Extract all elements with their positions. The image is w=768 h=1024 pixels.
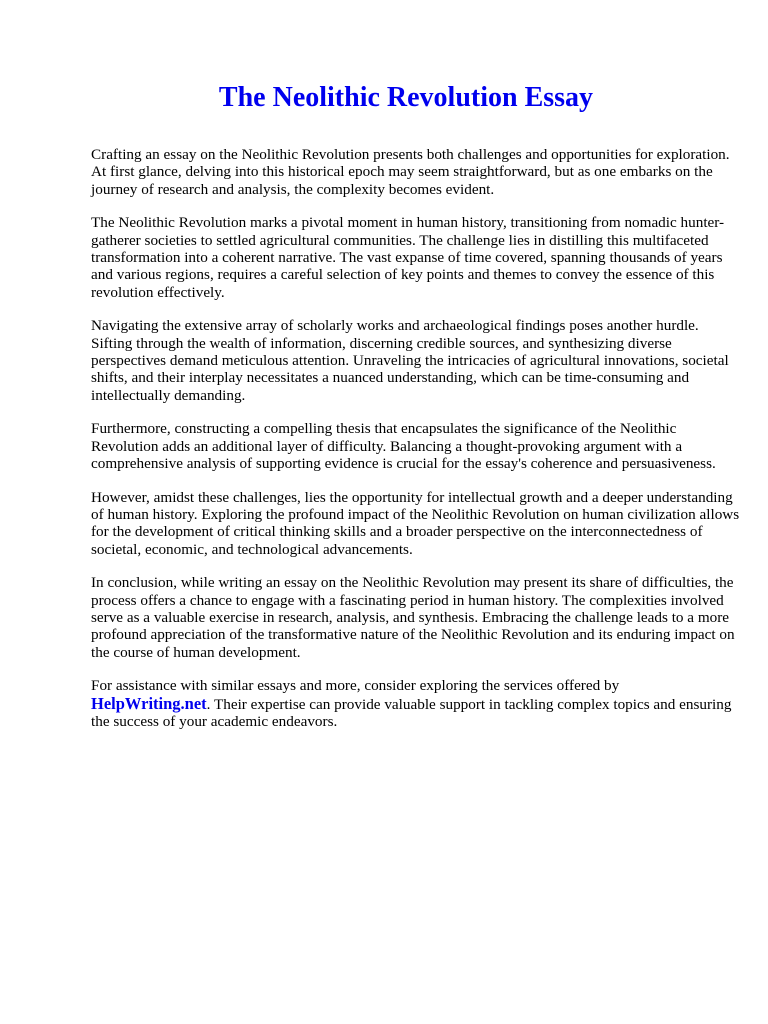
- paragraph-4: Furthermore, constructing a compelling thesis that encapsulates the significance of the Neolithic Revolution adds an additional layer of difficulty. Balancing a thought-provoking argument with a comprehensive analysis of supporting evidence is crucial for the essay's coherence and persuasiveness.: [91, 420, 716, 473]
- paragraph-2: The Neolithic Revolution marks a pivotal moment in human history, transitioning from nomadic hunter-gatherer societies to settled agricultural communities. The challenge lies in distilling this multifaceted transformation into a coherent narrative. The vast expanse of time covered, spanning thousands of years and various regions, requires a careful selection of key points and themes to convey the essence of this revolution effectively.: [91, 214, 725, 301]
- paragraph-6: In conclusion, while writing an essay on the Neolithic Revolution may present its share of difficulties, the process offers a chance to engage with a fascinating period in human history. The complexities involved serve as a valuable exercise in research, analysis, and synthesis. Embracing the challenge leads to a more profound appreciation of the transformative nature of the Neolithic Revolution and its enduring impact on the course of human development.: [91, 574, 735, 661]
- essay-body: [91, 146, 741, 746]
- paragraph-3: Navigating the extensive array of scholarly works and archaeological findings poses another hurdle. Sifting through the wealth of information, discerning credible sources, and synthesizing diverse perspectives demand meticulous attention. Unraveling the intricacies of agricultural innovations, societal shifts, and their interplay necessitates a nuanced understanding, which can be time-consuming and intellectually demanding.: [91, 317, 729, 404]
- closing-text-before: For assistance with similar essays and more, consider exploring the services offered by: [91, 677, 620, 695]
- helpwriting-link[interactable]: HelpWriting.net: [91, 693, 207, 713]
- closing-text-after: . Their expertise can provide valuable support in tackling complex topics and ensuring the success of your academic endeavors.: [91, 695, 732, 730]
- paragraph-1: Crafting an essay on the Neolithic Revolution presents both challenges and opportunities for exploration. At first glance, delving into this historical epoch may seem straightforward, but as one embarks on the journey of research and analysis, the complexity becomes evident.: [91, 146, 730, 198]
- page-title: The Neolithic Revolution Essay: [218, 82, 594, 113]
- paragraph-5: However, amidst these challenges, lies the opportunity for intellectual growth and a deeper understanding of human history. Exploring the profound impact of the Neolithic Revolution on human civilization allows for the development of critical thinking skills and a broader perspective on the interconnectedness of societal, economic, and technological advancements.: [91, 488, 740, 558]
- closing-paragraph: [91, 677, 741, 730]
